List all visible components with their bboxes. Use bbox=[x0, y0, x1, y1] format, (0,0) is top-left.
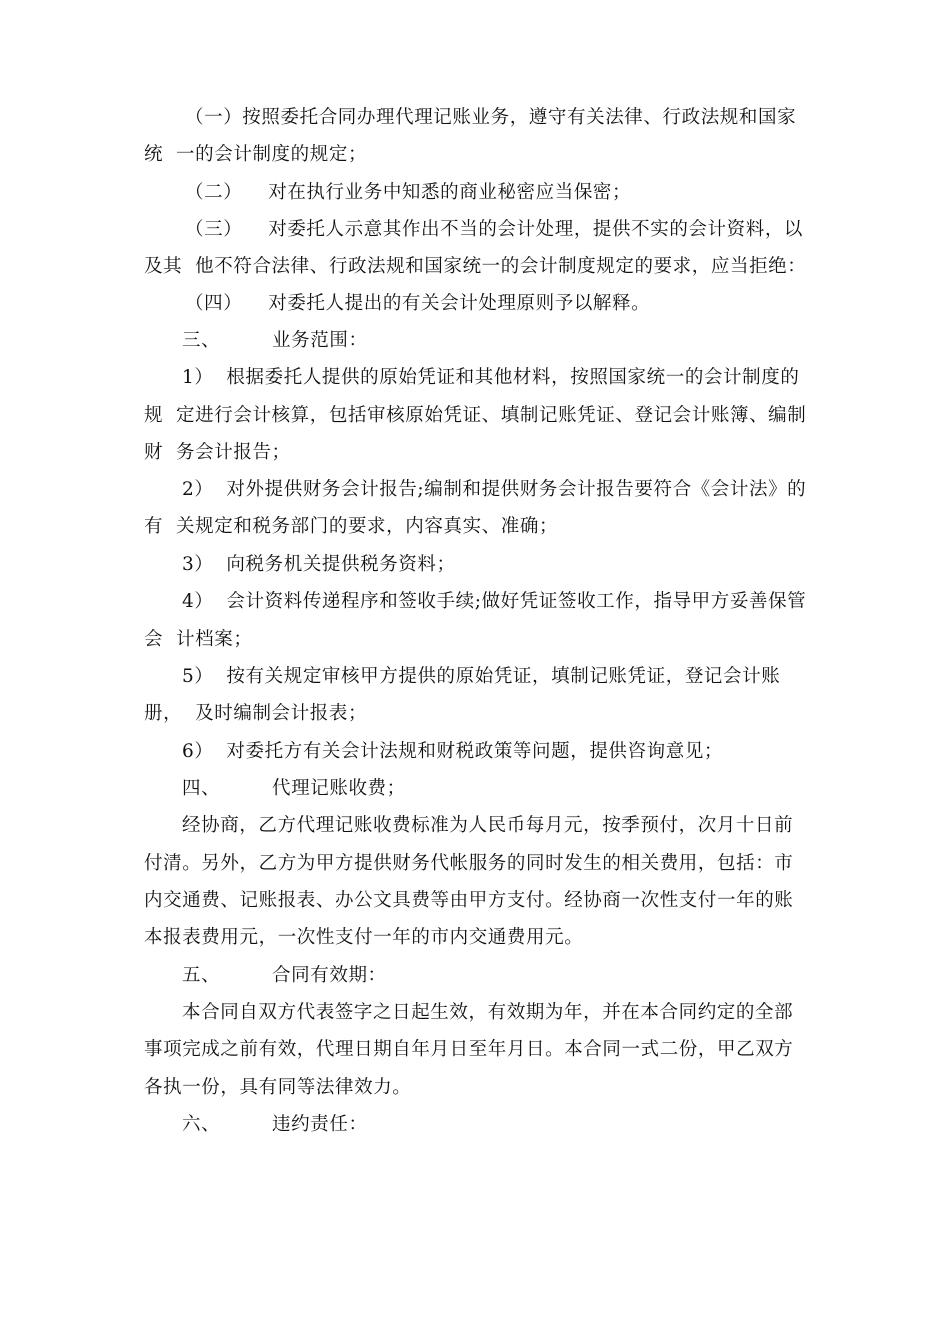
text-line: （一）按照委托合同办理代理记账业务，遵守有关法律、行政法规和国家 bbox=[185, 107, 797, 128]
text-line: 本合同自双方代表签字之日起生效，有效期为年，并在本合同约定的全部 bbox=[182, 1002, 794, 1023]
text-line: 事项完成之前有效，代理日期自年月日至年月日。本合同一式二份，甲乙双方 bbox=[144, 1039, 794, 1060]
text-line: 4） 会计资料传递程序和签收手续;做好凭证签收工作，指导甲方妥善保管 bbox=[182, 591, 807, 612]
section-heading: 五、 合同有效期： bbox=[182, 965, 387, 986]
text-line: （四） 对委托人提出的有关会计处理原则予以解释。 bbox=[185, 293, 651, 314]
section-heading: 四、 代理记账收费； bbox=[182, 778, 406, 799]
text-line: 经协商，乙方代理记账收费标准为人民币每月元，按季预付，次月十日前 bbox=[182, 815, 794, 836]
text-line: 5） 按有关规定审核甲方提供的原始凭证，填制记账凭证，登记会计账 bbox=[182, 666, 781, 687]
text-line: （三） 对委托人示意其作出不当的会计处理，提供不实的会计资料，以 bbox=[185, 219, 804, 240]
text-line: 本报表费用元，一次性支付一年的市内交通费用元。 bbox=[144, 927, 584, 948]
text-line: 有 关规定和税务部门的要求，内容真实、准确； bbox=[144, 516, 559, 537]
text-line: 2） 对外提供财务会计报告;编制和提供财务会计报告要符合《会计法》的 bbox=[182, 479, 807, 500]
text-line: 1） 根据委托人提供的原始凭证和其他材料，按照国家统一的会计制度的 bbox=[182, 367, 800, 388]
text-line: 及其 他不符合法律、行政法规和国家统一的会计制度规定的要求，应当拒绝： bbox=[144, 256, 807, 277]
text-line: 6） 对委托方有关会计法规和财税政策等问题，提供咨询意见； bbox=[182, 741, 724, 762]
section-heading: 六、 违约责任： bbox=[182, 1114, 368, 1135]
text-line: 册， 及时编制会计报表； bbox=[144, 703, 368, 724]
text-line: 财 务会计报告； bbox=[144, 442, 291, 463]
text-line: 付清。另外，乙方为甲方提供财务代帐服务的同时发生的相关费用，包括：市 bbox=[144, 853, 794, 874]
text-line: 会 计档案； bbox=[144, 629, 253, 650]
text-line: （二） 对在执行业务中知悉的商业秘密应当保密； bbox=[185, 182, 632, 203]
text-line: 统 一的会计制度的规定； bbox=[144, 144, 368, 165]
text-line: 规 定进行会计核算，包括审核原始凭证、填制记账凭证、登记会计账簿、编制 bbox=[144, 405, 807, 426]
text-line: 3） 向税务机关提供税务资料； bbox=[182, 554, 456, 575]
section-heading: 三、 业务范围： bbox=[182, 330, 368, 351]
text-line: 内交通费、记账报表、办公文具费等由甲方支付。经协商一次性支付一年的账 bbox=[144, 890, 794, 911]
text-line: 各执一份，具有同等法律效力。 bbox=[144, 1077, 412, 1098]
